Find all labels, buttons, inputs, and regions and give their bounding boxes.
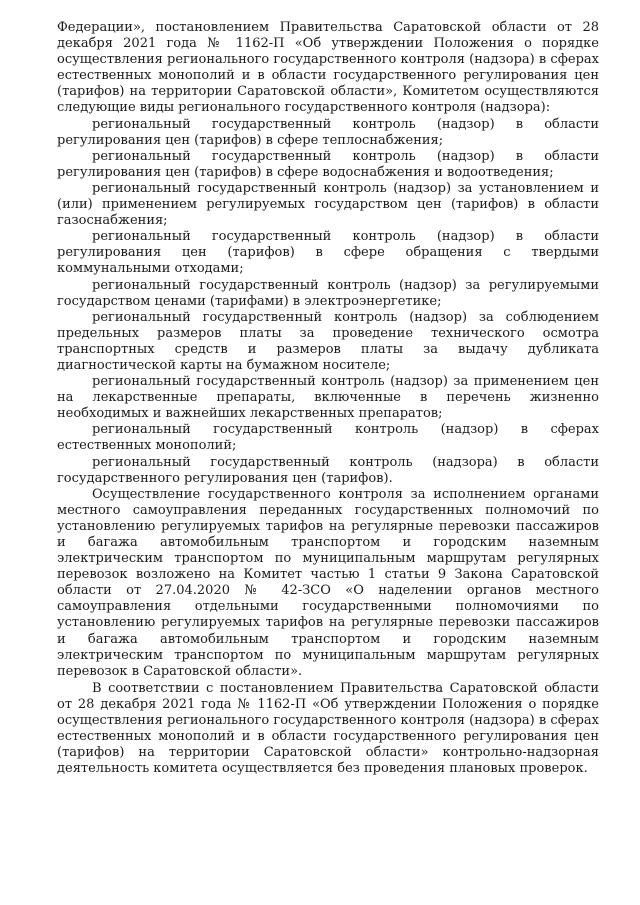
list-item-heat-supply: региональный государственный контроль (надзор) в области регулирования цен (тарифов) в сфере теплоснабжения; <box>57 116 599 148</box>
list-item-gas-supply: региональный государственный контроль (надзор) за установлением и (или) применением регулируемых государством цен (тарифов) в области газоснабжения; <box>57 180 599 229</box>
list-item-natural-monopolies: региональный государственный контроль (надзор) в сферах естественных монополий; <box>57 422 599 454</box>
list-item-electricity: региональный государственный контроль (надзор) за регулируемыми государством ценами (тарифами) в электроэнергетике; <box>57 277 599 309</box>
list-item-technical-inspection: региональный государственный контроль (надзор) за соблюдением предельных размеров платы за проведение технического осмотра транспортных средств и размеров платы за выдачу дубликата диагностической карты на бумажном носителе; <box>57 309 599 373</box>
list-item-price-regulation: региональный государственный контроль (надзора) в области государственного регулирования цен (тарифов). <box>57 454 599 486</box>
paragraph-intro: Федерации», постановлением Правительства Саратовской области от 28 декабря 2021 года № 1162-П «Об утверждении Положения о порядке осуществления регионального государственного контроля (надзора) в сферах естественных монополий и в области государственного регулирования цен (тарифов) на территории Саратовской области», Комитетом осуществляются следующие виды регионального государственного контроля (надзора): <box>57 20 599 116</box>
list-item-water-supply: региональный государственный контроль (надзор) в области регулирования цен (тарифов) в сфере водоснабжения и водоотведения; <box>57 148 599 180</box>
document-page <box>57 20 599 777</box>
paragraph-transport-tariffs: Осуществление государственного контроля за исполнением органами местного самоуправления переданных государственных полномочий по установлению регулируемых тарифов на регулярные перевозки пассажиров и багажа автомобильным транспортом и городским наземным электрическим транспортом по муниципальным маршрутам регулярных перевозок возложено на Комитет частью 1 статьи 9 Закона Саратовской области от 27.04.2020 № 42-ЗСО «О наделении органов местного самоуправления отдельными государственными полномочиями по установлению регулируемых тарифов на регулярные перевозки пассажиров и багажа автомобильным транспортом и городским наземным электрическим транспортом по муниципальным маршрутам регулярных перевозок в Саратовской области». <box>57 486 599 679</box>
list-item-medicines: региональный государственный контроль (надзор) за применением цен на лекарственные препараты, включенные в перечень жизненно необходимых и важнейших лекарственных препаратов; <box>57 374 599 422</box>
paragraph-no-planned-inspections: В соответствии с постановлением Правительства Саратовской области от 28 декабря 2021 года № 1162-П «Об утверждении Положения о порядке осуществления регионального государственного контроля (надзора) в сферах естественных монополий и в области государственного регулирования цен (тарифов) на территории Саратовской области» контрольно-надзорная деятельность комитета осуществляется без проведения плановых проверок. <box>57 680 599 777</box>
list-item-solid-waste: региональный государственный контроль (надзор) в области регулирования цен (тарифов) в сфере обращения с твердыми коммунальными отходами; <box>57 229 599 277</box>
